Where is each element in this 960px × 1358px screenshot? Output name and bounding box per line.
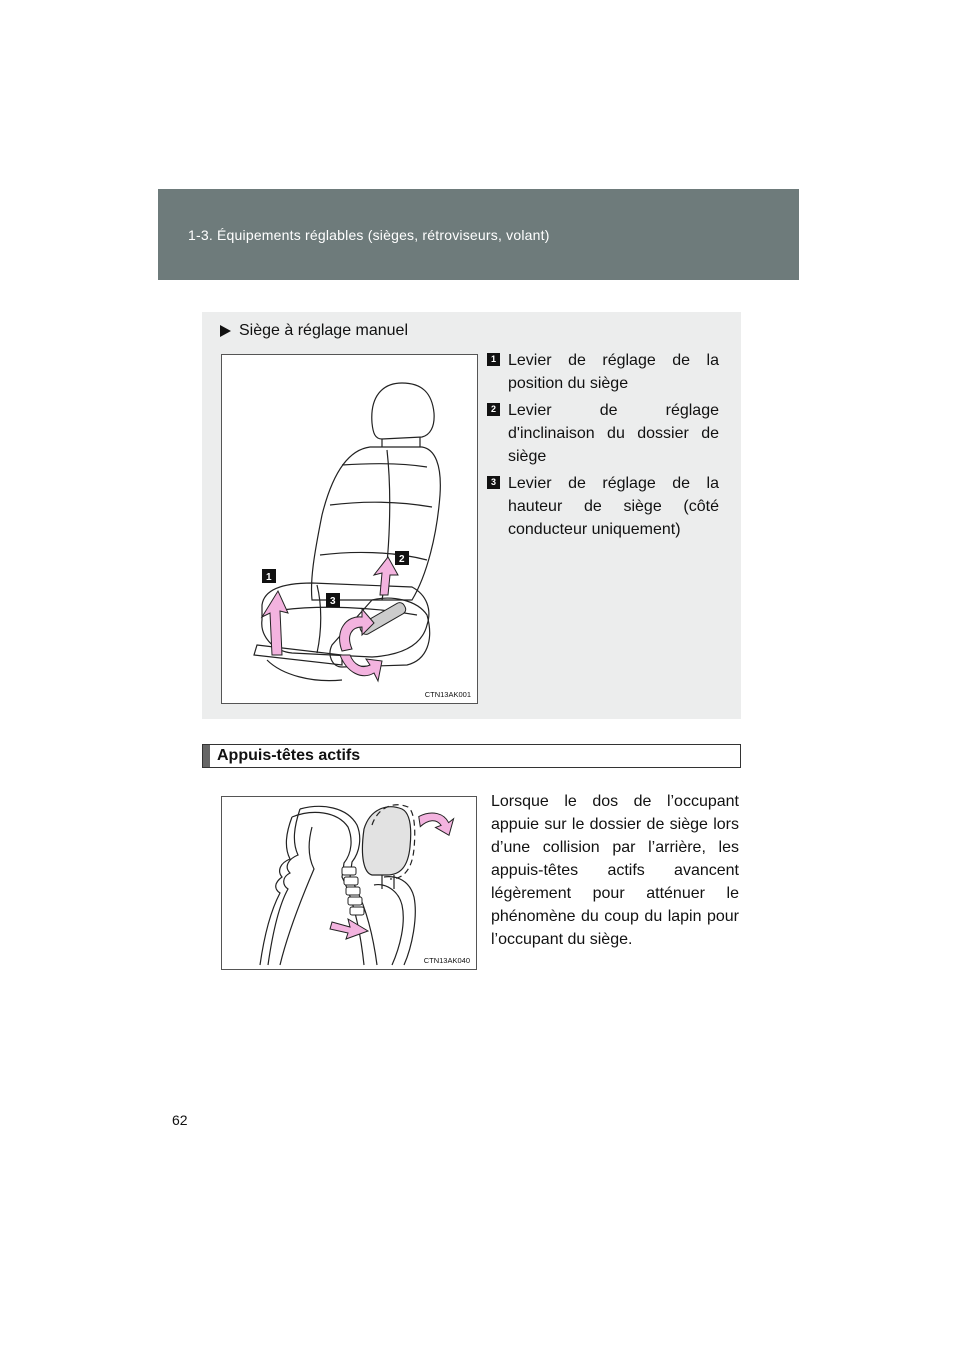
svg-text:2: 2 [399,554,405,565]
list-item-text: Levier de réglage de la hauteur de siège (côté conducteur uniquement) [508,475,719,538]
headrest-figure [221,796,477,970]
callout-number-icon: 1 [487,353,500,366]
figure-code: CTN13AK040 [423,956,470,965]
seat-figure [221,354,478,704]
active-headrest-description: Lorsque le dos de l’occupant appuie sur le dossier de siège lors d’une collision par l’arrière, les appuis-têtes actifs avancent légèrement pour atténuer le phénomène du coup du lapin pour l’occupant du siège. [491,793,739,948]
list-item [487,349,719,395]
callout-number-icon: 3 [487,476,500,489]
callout-number-icon: 2 [487,403,500,416]
page-number: 62 [172,1112,188,1128]
adjustment-list [487,349,719,545]
svg-text:3: 3 [330,596,336,607]
manual-seat-panel [202,312,741,719]
seat-illustration [222,355,477,703]
section-marker [203,745,210,767]
subsection-heading [220,322,408,340]
list-item-text: Levier de réglage de la position du siège [508,352,719,392]
section-heading-bar [202,744,741,768]
subsection-heading-text: Siège à réglage manuel [239,322,409,339]
list-item-text: Levier de réglage d'inclinaison du dossier de siège [508,402,719,465]
callout-number-icon: 1 [266,572,272,583]
play-triangle-icon [220,325,231,337]
headrest-illustration [222,797,476,969]
list-item [487,472,719,541]
section-header-band [158,189,799,280]
section-heading: Appuis-têtes actifs [217,747,361,764]
section-title: 1-3. Équipements réglables (sièges, rétroviseurs, volant) [188,227,550,243]
figure-code: CTN13AK001 [424,690,471,699]
list-item [487,399,719,468]
